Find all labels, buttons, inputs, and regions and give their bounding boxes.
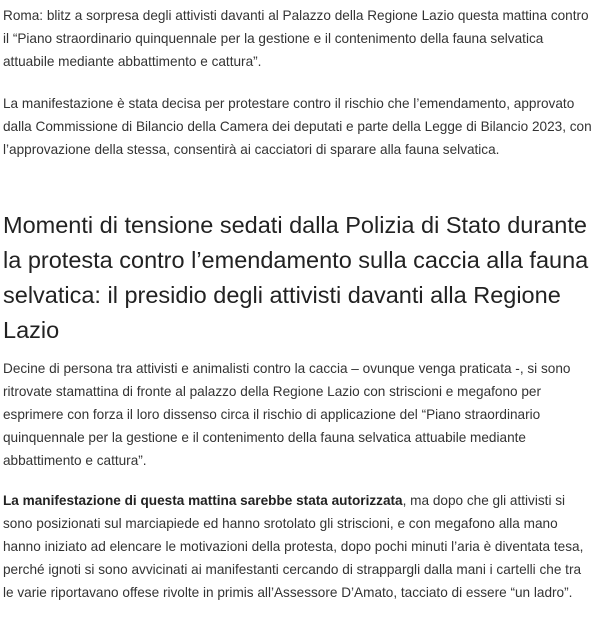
gathering-paragraph: Decine di persona tra attivisti e animalisti contro la caccia – ovunque venga praticata -, si sono ritrovate stamattina di fronte al palazzo della Regione Lazio con striscioni e megafono per esprimere con forza il loro dissenso circa il rischio di applicazione del “Piano straordinario quinquennale per la gestione e il contenimento della fauna selvatica attuabile mediante abbattimento e cattura”. (3, 361, 571, 468)
protest-reason-paragraph: La manifestazione è stata decisa per protestare contro il rischio che l’emendamento, approvato dalla Commissione di Bilancio della Camera dei deputati e parte della Legge di Bilancio 2023, con l’approvazione della stessa, consentirà ai cacciatori di sparare alla fauna selvatica. (3, 96, 592, 157)
authorization-highlight: La manifestazione di questa mattina sarebbe stata autorizzata (3, 493, 403, 508)
authorization-paragraph-text: , ma dopo che gli attivisti si sono posizionati sul marciapiede ed hanno srotolato gli striscioni, e con megafono alla mano hanno iniziato ad elencare le motivazioni della protesta, dopo pochi minuti l’aria è diventata tesa, perché ignoti si sono avvicinati ai manifestanti cercando di strappargli dalla mani i cartelli che tra le varie riportavano offese rivolte in primis all’Assessore D’Amato, tacciato di essere “un ladro”. (3, 493, 584, 600)
section-heading: Momenti di tensione sedati dalla Polizia di Stato durante la protesta contro l’emendamento sulla caccia alla fauna selvatica: il presidio degli attivisti davanti alla Regione Lazio (3, 212, 589, 343)
authorization-paragraph (3, 489, 595, 604)
intro-paragraph: Roma: blitz a sorpresa degli attivisti davanti al Palazzo della Regione Lazio questa mattina contro il “Piano straordinario quinquennale per la gestione e il contenimento della fauna selvatica attuabile mediante abbattimento e cattura”. (3, 8, 589, 69)
